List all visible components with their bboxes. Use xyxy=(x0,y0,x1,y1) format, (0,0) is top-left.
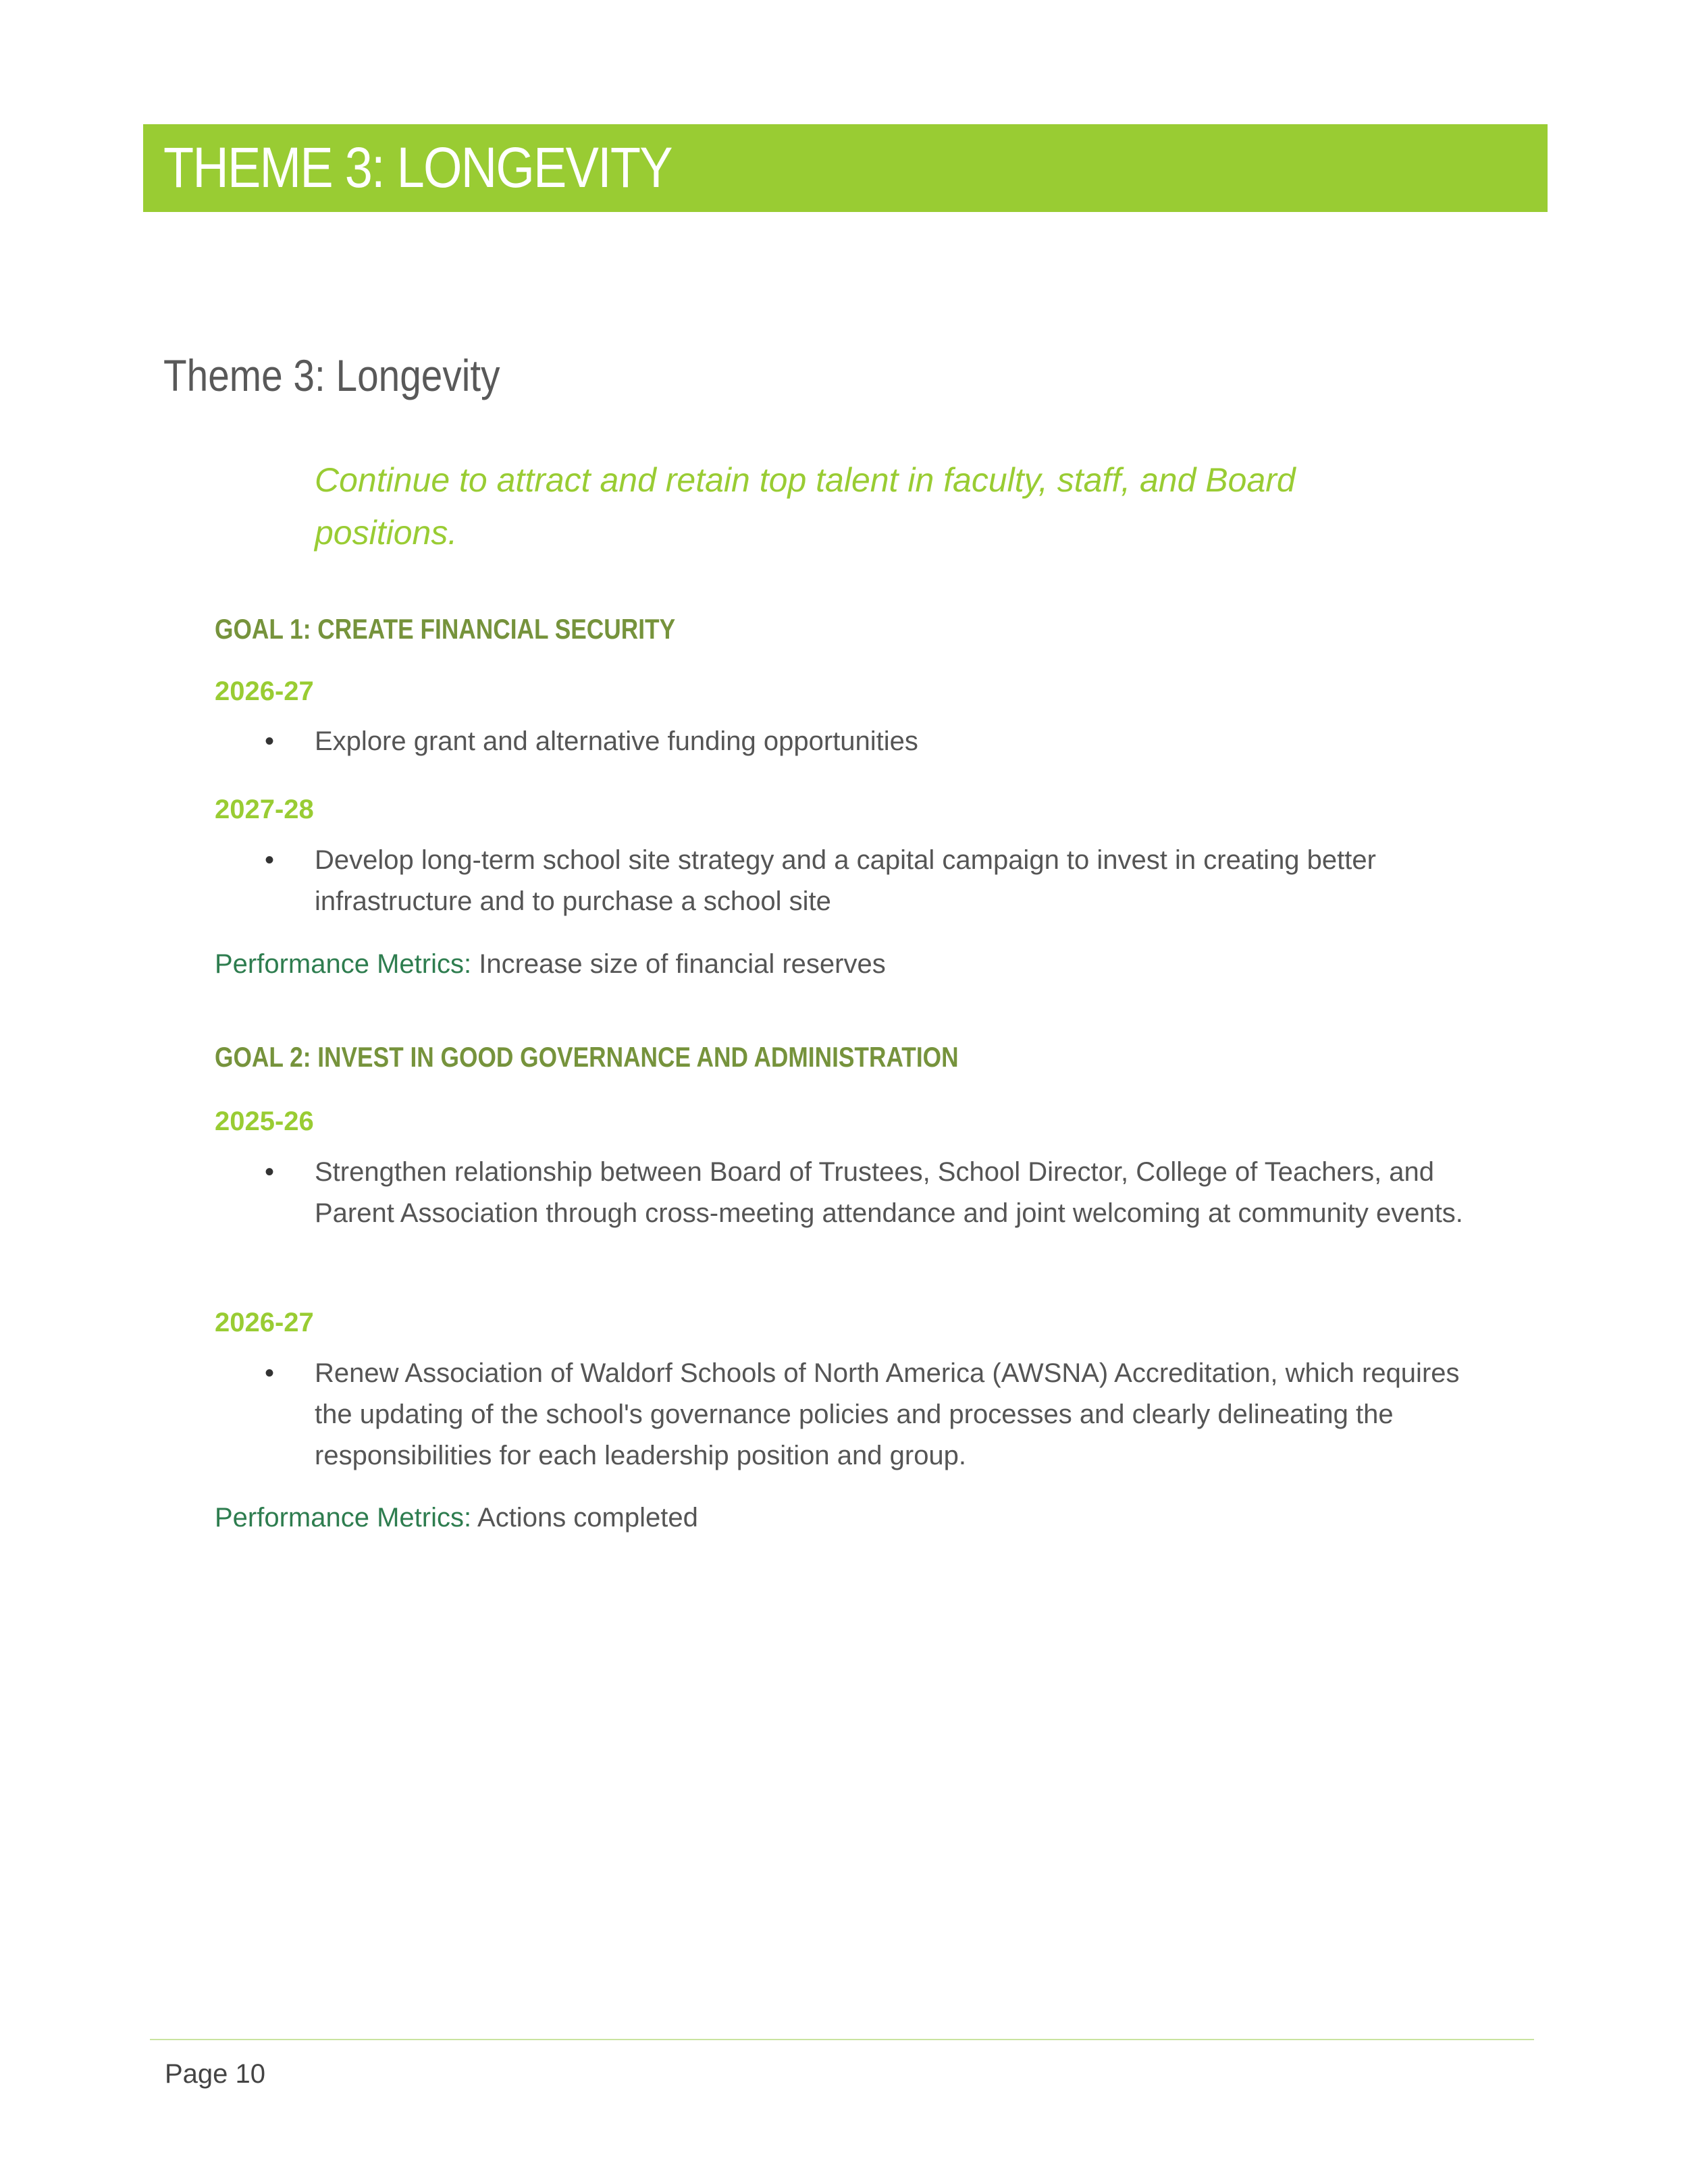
page-heading: Theme 3: Longevity xyxy=(163,350,500,400)
page-number: Page 10 xyxy=(165,2059,266,2089)
footer-divider xyxy=(150,2039,1534,2040)
list-item xyxy=(265,721,1494,762)
goal-2-performance-metrics xyxy=(215,1499,698,1537)
list-item-text: Strengthen relationship between Board of Trustees, School Director, College of Teachers, and Parent Association through cross-meeting attendance and joint welcoming at community events. xyxy=(315,1157,1463,1228)
bullet-icon: • xyxy=(265,726,275,756)
bullet-icon: • xyxy=(265,845,275,875)
metrics-value: Increase size of financial reserves xyxy=(471,949,886,979)
bullet-icon: • xyxy=(265,1358,275,1388)
banner-title: THEME 3: LONGEVITY xyxy=(163,136,672,199)
list-item-text: Explore grant and alternative funding opportunities xyxy=(315,726,918,756)
goal-1-year-2: 2027-28 xyxy=(215,795,314,824)
list-item xyxy=(265,1152,1494,1234)
goal-1-title: GOAL 1: CREATE FINANCIAL SECURITY xyxy=(215,613,676,645)
bullet-icon: • xyxy=(265,1157,275,1187)
theme-banner xyxy=(143,124,1548,212)
list-item xyxy=(265,1353,1494,1476)
goal-1-performance-metrics xyxy=(215,945,886,983)
goal-2-year-1: 2025-26 xyxy=(215,1107,314,1136)
goal-2-title: GOAL 2: INVEST IN GOOD GOVERNANCE AND ADMINISTRATION xyxy=(215,1041,959,1073)
theme-tagline: Continue to attract and retain top talent in faculty, staff, and Board positions. xyxy=(315,461,1296,552)
list-item-text: Develop long-term school site strategy and a capital campaign to invest in creating better infrastructure and to purchase a school site xyxy=(315,845,1376,916)
list-item xyxy=(265,840,1494,922)
goal-1-year-1: 2026-27 xyxy=(215,676,314,706)
metrics-label: Performance Metrics: xyxy=(215,1503,472,1533)
metrics-label: Performance Metrics: xyxy=(215,949,472,979)
goal-2-year-2: 2026-27 xyxy=(215,1308,314,1337)
list-item-text: Renew Association of Waldorf Schools of North America (AWSNA) Accreditation, which requires the updating of the school's governance policies and processes and clearly delineating the responsibilities for each leadership position and group. xyxy=(315,1358,1460,1470)
metrics-value: Actions completed xyxy=(471,1503,698,1533)
